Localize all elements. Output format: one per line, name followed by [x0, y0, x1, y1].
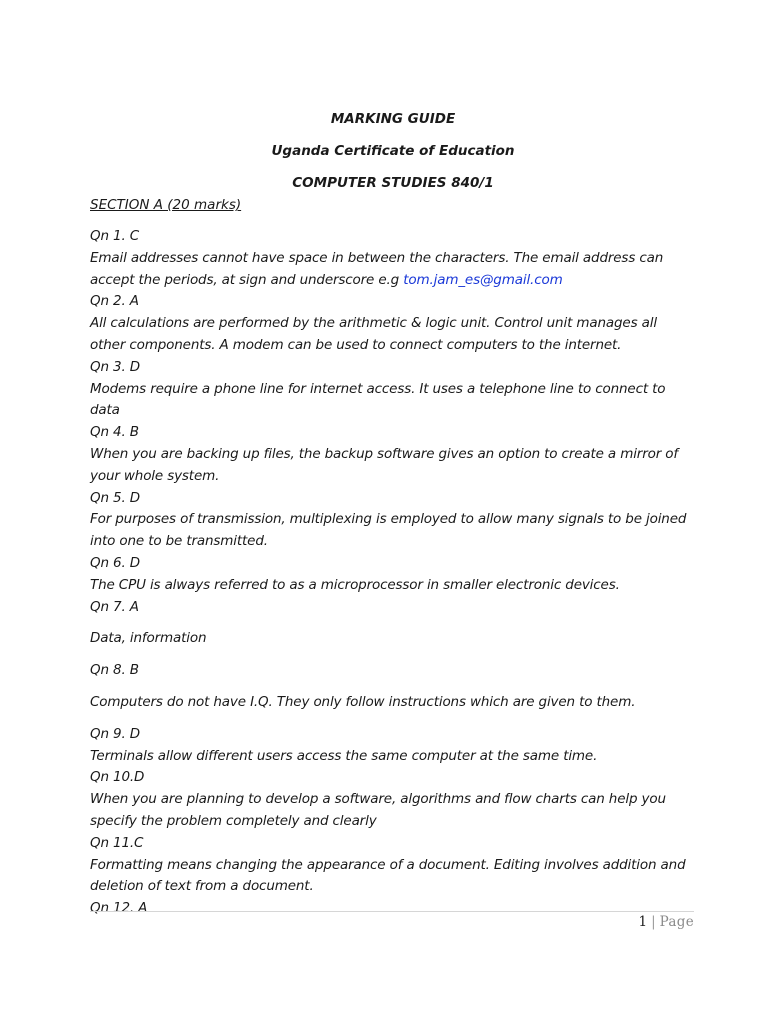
answer-explanation: Computers do not have I.Q. They only follow instructions which are given to them. [90, 693, 636, 710]
answer-label: Qn 10.D [90, 769, 145, 786]
answer-label: Qn 7. A [90, 598, 139, 615]
answer-explanation: All calculations are performed by the arithmetic & logic unit. Control unit manages all other components. A modem can be used to connect computers to the internet. [90, 315, 657, 353]
answer-text: Email addresses cannot have space in between the characters. The email address can accept the periods, at sign and underscore e.g [90, 249, 664, 288]
doc-paper-code: COMPUTER STUDIES 840/1 [292, 175, 494, 191]
answer-label: Qn 11.C [90, 834, 144, 851]
document-page [90, 108, 696, 920]
answer-label: Qn 9. D [90, 725, 140, 742]
doc-subtitle: Uganda Certificate of Education [271, 143, 515, 159]
answer-label: Qn 6. D [90, 554, 140, 571]
answer-label: Qn 3. D [90, 358, 140, 375]
answer-explanation: Modems require a phone line for internet access. It uses a telephone line to connect to data [90, 380, 666, 419]
answer-label: Qn 4. B [90, 424, 139, 441]
section-heading: SECTION A (20 marks) [90, 197, 242, 213]
answer-explanation: Formatting means changing the appearance of a document. Editing involves addition and deletion of text from a document. [90, 856, 686, 895]
answer-label: Qn 2. A [90, 293, 139, 310]
page-word: Page [659, 914, 694, 930]
answer-explanation: Data, information [90, 630, 207, 647]
answer-explanation [90, 248, 696, 292]
page-footer [638, 914, 694, 930]
answer-label: Qn 8. B [90, 662, 139, 679]
answer-explanation: For purposes of transmission, multiplexing is employed to allow many signals to be joined into one to be transmitted. [90, 511, 687, 550]
answer-label: Qn 12. A [90, 900, 148, 917]
answer-label: Qn 1. C [90, 228, 140, 244]
footer-separator: | [651, 914, 656, 930]
answer-explanation: When you are backing up files, the backup software gives an option to create a mirror of your whole system. [90, 445, 678, 484]
doc-title: MARKING GUIDE [330, 111, 456, 127]
email-link[interactable]: tom.jam_es@gmail.com [403, 271, 563, 288]
page-number: 1 [638, 914, 648, 930]
footer-divider [90, 911, 694, 912]
answer-explanation: When you are planning to develop a software, algorithms and flow charts can help you specify the problem completely and clearly [90, 791, 666, 829]
answer-explanation: Terminals allow different users access the same computer at the same time. [90, 747, 598, 764]
answer-explanation: The CPU is always referred to as a microprocessor in smaller electronic devices. [90, 576, 620, 593]
answer-label: Qn 5. D [90, 489, 140, 506]
